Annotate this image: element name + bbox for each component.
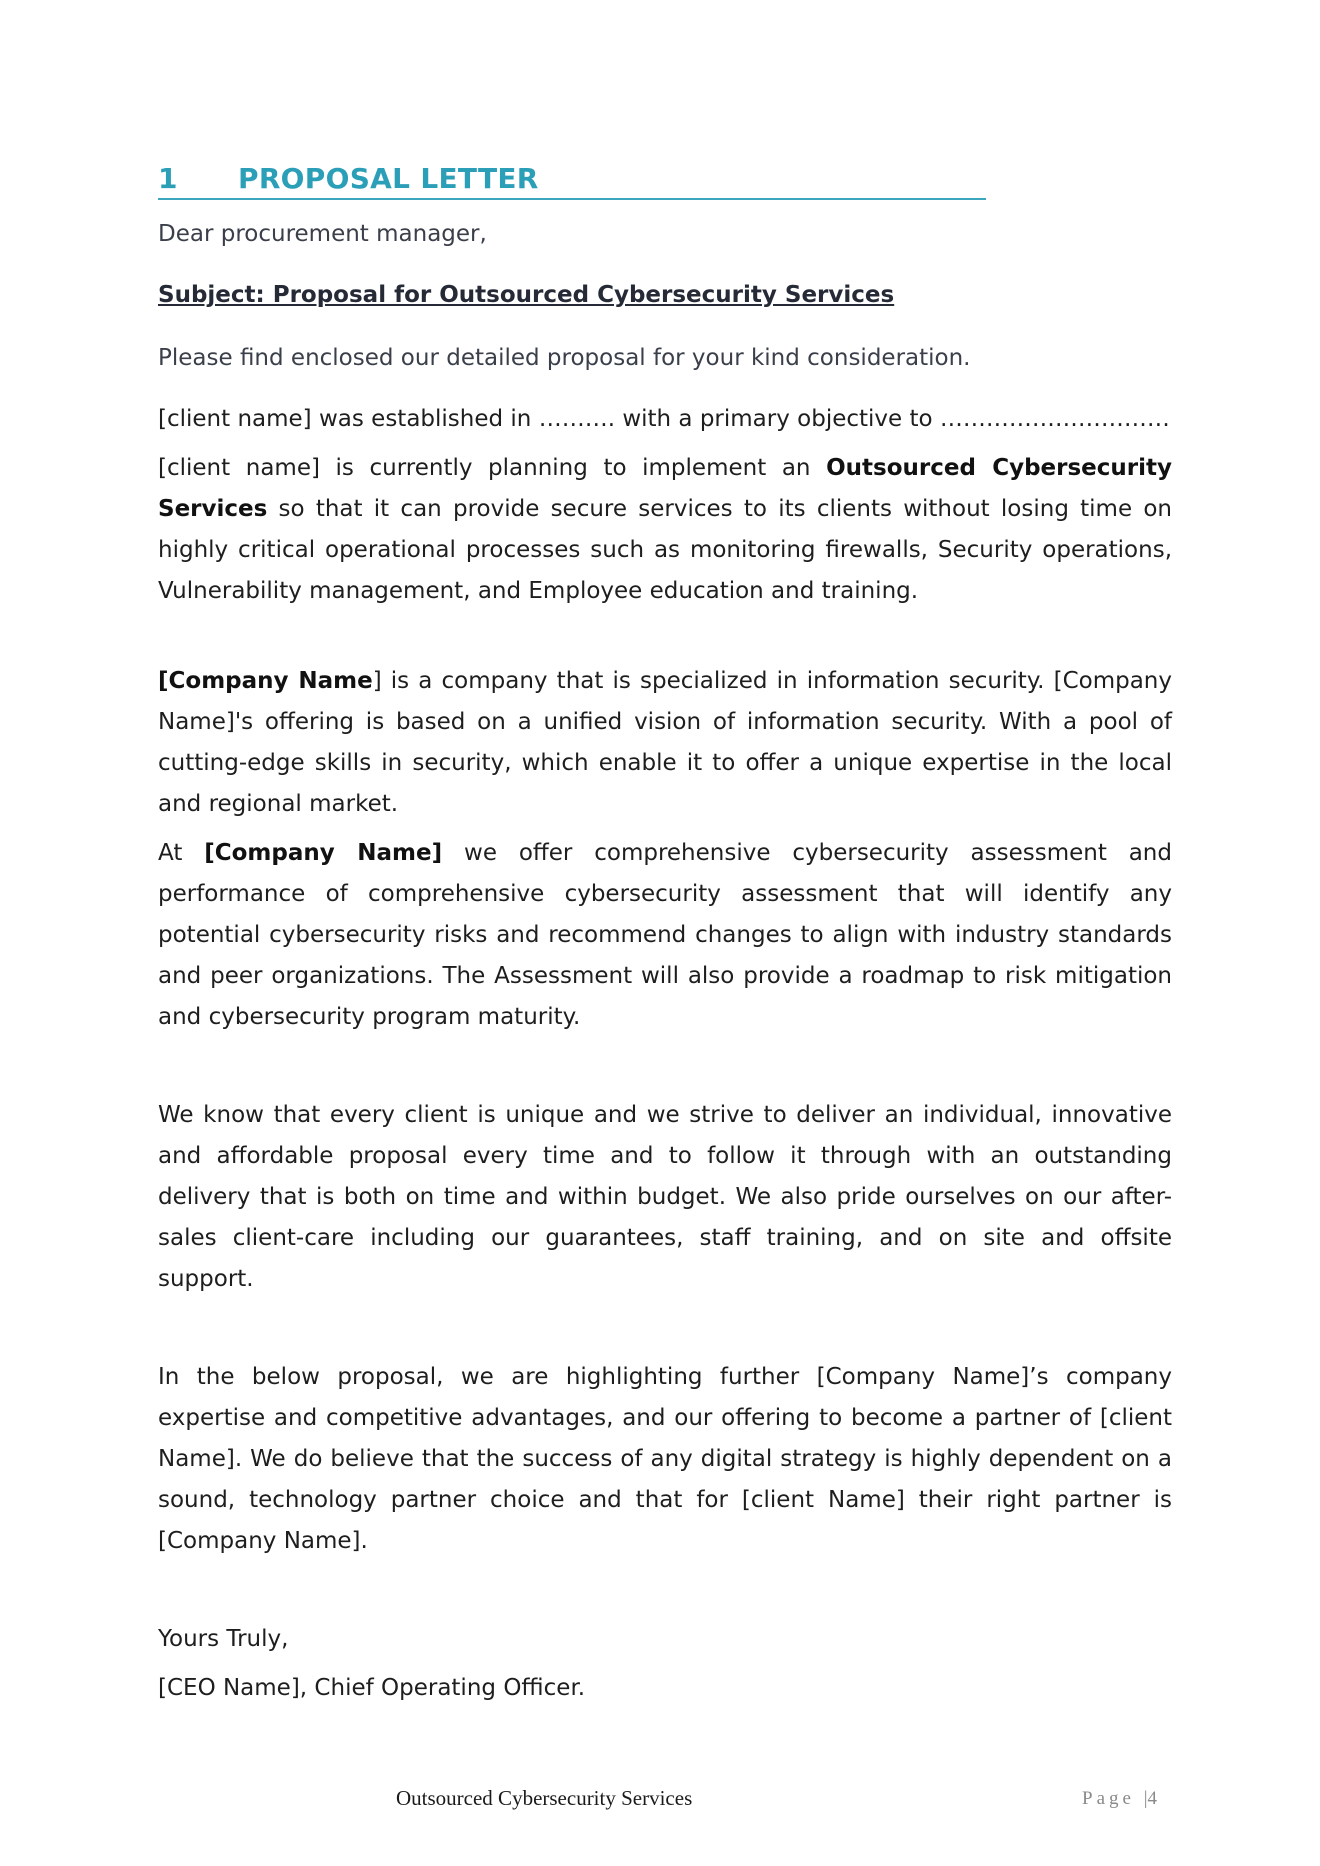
bold-service-name: Outsourced Cybersecurity Services (158, 455, 1172, 522)
enclosed-line: Please find enclosed our detailed proposal for your kind consideration. (158, 345, 971, 371)
closing-line: Yours Truly, (158, 1626, 289, 1652)
paragraph-client-plan (158, 448, 1172, 612)
section-number: 1 (158, 162, 178, 195)
footer-document-title: Outsourced Cybersecurity Services (396, 1786, 693, 1810)
greeting: Dear procurement manager, (158, 221, 487, 247)
established-line: [client name] was established in ………. with a primary objective to ………………………… (158, 406, 1170, 432)
paragraph-assessment (158, 833, 1172, 1038)
section-title: PROPOSAL LETTER (238, 162, 539, 195)
page-number: 4 (1147, 1788, 1157, 1809)
signature-line: [CEO Name], Chief Operating Officer. (158, 1675, 586, 1701)
section-heading (158, 160, 986, 200)
paragraph-client-care: We know that every client is unique and we strive to deliver an individual, innovative and affordable proposal every time and to follow it through with an outstanding delivery that is both on time and within budget. We also pride ourselves on our after-sales client-care including our guarantees, staff training, and on site and offsite support. (158, 1102, 1172, 1292)
subject-line: Subject: Proposal for Outsourced Cybersecurity Services (158, 282, 895, 308)
page-separator: | (1143, 1788, 1148, 1809)
paragraph-text: At (158, 840, 205, 866)
page-label: Page (1082, 1788, 1135, 1809)
bold-company-name: [Company Name] (204, 840, 443, 866)
paragraph-company-intro (158, 661, 1172, 825)
footer-page-number (1082, 1788, 1157, 1810)
letter-body (158, 214, 1172, 1709)
paragraph-text: ] is a company that is specialized in information security. [Company Name]'s offering is based on a unified vision of information security. With a pool of cutting-edge skills in security, which enable it to offer a unique expertise in the local and regional market. (158, 668, 1172, 817)
paragraph-partnership: In the below proposal, we are highlighting further [Company Name]’s company expertise and competitive advantages, and our offering to become a partner of [client Name]. We do believe that the success of any digital strategy is highly dependent on a sound, technology partner choice and that for [client Name] their right partner is [Company Name]. (158, 1364, 1172, 1554)
paragraph-text: [client name] is currently planning to implement an (158, 455, 827, 481)
paragraph-text: we offer comprehensive cybersecurity assessment and performance of comprehensive cybersecurity assessment that will identify any potential cybersecurity risks and recommend changes to align with industry standards and peer organizations. The Assessment will also provide a roadmap to risk mitigation and cybersecurity program maturity. (158, 840, 1172, 1030)
bold-company-name: [Company Name (158, 668, 373, 694)
paragraph-text: so that it can provide secure services to its clients without losing time on highly critical operational processes such as monitoring firewalls, Security operations, Vulnerability management, and Employee education and training. (158, 496, 1172, 604)
